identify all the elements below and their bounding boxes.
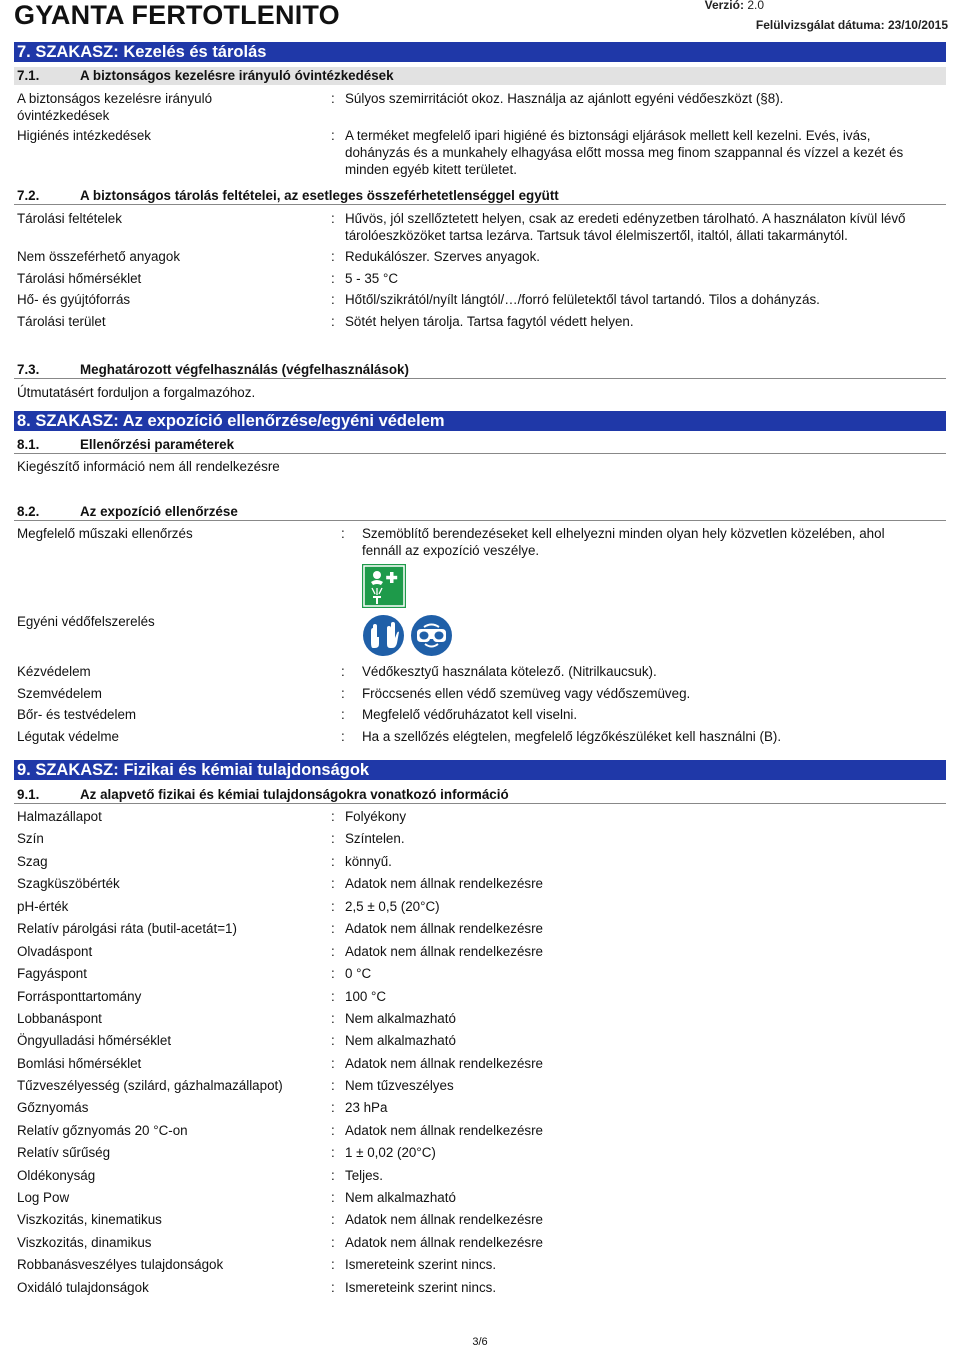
subsection-number: 8.1. xyxy=(17,437,40,452)
row-value-line: A terméket megfelelő ipari higiéné és biztonsági eljárások mellett kell kezelni. Evés, ivás, xyxy=(345,128,871,143)
property-label: Robbanásveszélyes tulajdonságok xyxy=(17,1257,224,1272)
property-label: Relatív párolgási ráta (butil-acetát=1) xyxy=(17,921,237,936)
property-value: Adatok nem állnak rendelkezésre xyxy=(345,876,543,891)
property-label: Relatív gőznyomás 20 °C-on xyxy=(17,1123,188,1138)
property-value: 2,5 ± 0,5 (20°C) xyxy=(345,899,440,914)
property-label: Log Pow xyxy=(17,1190,70,1205)
property-label: Forrásponttartomány xyxy=(17,989,142,1004)
colon-separator: : xyxy=(331,1168,335,1183)
property-value: Ismereteink szerint nincs. xyxy=(345,1257,497,1272)
colon-separator: : xyxy=(331,876,335,891)
property-label: pH-érték xyxy=(17,899,69,914)
row-label: Légutak védelme xyxy=(17,729,119,744)
colon-separator: : xyxy=(331,271,335,286)
subsection-title: Az expozíció ellenőrzése xyxy=(80,504,238,519)
property-label: Szín xyxy=(17,831,44,846)
property-value: Ismereteink szerint nincs. xyxy=(345,1280,497,1295)
property-value: Teljes. xyxy=(345,1168,383,1183)
row-value xyxy=(362,525,937,559)
property-value: Adatok nem állnak rendelkezésre xyxy=(345,1235,543,1250)
property-value: Nem alkalmazható xyxy=(345,1190,456,1205)
row-label: Tárolási hőmérséklet xyxy=(17,271,142,286)
colon-separator: : xyxy=(331,1078,335,1093)
colon-separator: : xyxy=(331,1123,335,1138)
property-value: Nem tűzveszélyes xyxy=(345,1078,454,1093)
colon-separator: : xyxy=(331,831,335,846)
property-value: Adatok nem állnak rendelkezésre xyxy=(345,1123,543,1138)
property-value: 23 hPa xyxy=(345,1100,388,1115)
property-label: Olvadáspont xyxy=(17,944,93,959)
property-label: Halmazállapot xyxy=(17,809,102,824)
colon-separator: : xyxy=(331,1235,335,1250)
colon-separator: : xyxy=(341,729,345,744)
colon-separator: : xyxy=(341,526,345,541)
property-value: 0 °C xyxy=(345,966,372,981)
row-value-line: tárolóeszközöket tartsa lezárva. Tartsuk távol élelmiszertől, italtól, állati takarmánytól. xyxy=(345,228,848,243)
gloves-mandatory-icon xyxy=(361,613,406,661)
row-value: Védőkesztyű használata kötelező. (Nitrilkaucsuk). xyxy=(362,664,657,679)
section-9-title: 9. SZAKASZ: Fizikai és kémiai tulajdonságok xyxy=(14,760,946,780)
property-label: Viszkozitás, dinamikus xyxy=(17,1235,152,1250)
subsection-number: 8.2. xyxy=(17,504,40,519)
property-label: Bomlási hőmérséklet xyxy=(17,1056,142,1071)
row-label: Higiénés intézkedések xyxy=(17,128,151,143)
subsection-9-1-header xyxy=(14,786,946,804)
row-label xyxy=(17,90,307,124)
colon-separator: : xyxy=(341,686,345,701)
colon-separator: : xyxy=(331,211,335,226)
colon-separator: : xyxy=(331,854,335,869)
colon-separator: : xyxy=(331,1011,335,1026)
property-label: Viszkozitás, kinematikus xyxy=(17,1212,162,1227)
row-label: Bőr- és testvédelem xyxy=(17,707,137,722)
revision-label: Felülvizsgálat dátuma: xyxy=(755,18,885,32)
subsection-7-1-header xyxy=(14,67,946,85)
colon-separator: : xyxy=(341,664,345,679)
row-label: Hő- és gyújtóforrás xyxy=(17,292,131,307)
subsection-number: 7.1. xyxy=(17,68,40,83)
subsection-8-1-header xyxy=(14,436,946,454)
revision-value: 23/10/2015 xyxy=(887,18,948,32)
colon-separator: : xyxy=(331,91,335,106)
property-label: Szag xyxy=(17,854,48,869)
row-value: Fröccsenés ellen védő szemüveg vagy védőszemüveg. xyxy=(362,686,691,701)
row-label: Egyéni védőfelszerelés xyxy=(17,614,155,629)
section-8-title: 8. SZAKASZ: Az expozíció ellenőrzése/egyéni védelem xyxy=(14,411,946,431)
colon-separator: : xyxy=(341,707,345,722)
row-value xyxy=(345,210,945,244)
version-label: Verzió: xyxy=(704,0,744,12)
property-label: Oxidáló tulajdonságok xyxy=(17,1280,149,1295)
row-label: Tárolási terület xyxy=(17,314,106,329)
property-label: Tűzveszélyesség (szilárd, gázhalmazállapot) xyxy=(17,1078,283,1093)
control-params-text: Kiegészítő információ nem áll rendelkezésre xyxy=(17,459,280,474)
property-value: Adatok nem állnak rendelkezésre xyxy=(345,1056,543,1071)
property-label: Fagyáspont xyxy=(17,966,87,981)
row-value: Ha a szellőzés elégtelen, megfelelő légzőkészüléket kell használni (B). xyxy=(362,729,782,744)
property-value: Adatok nem állnak rendelkezésre xyxy=(345,944,543,959)
subsection-title: Az alapvető fizikai és kémiai tulajdonságokra vonatkozó információ xyxy=(80,787,509,802)
subsection-title: A biztonságos kezelésre irányuló óvintézkedések xyxy=(80,68,394,83)
version-value: 2.0 xyxy=(747,0,764,12)
subsection-title: Meghatározott végfelhasználás (végfelhasználások) xyxy=(80,362,409,377)
row-label: Kézvédelem xyxy=(17,664,91,679)
colon-separator: : xyxy=(331,944,335,959)
colon-separator: : xyxy=(331,966,335,981)
row-value-line: Szemöblítő berendezéseket kell elhelyezni minden olyan hely közvetlen közelében, ahol xyxy=(362,526,885,541)
eyewash-station-icon xyxy=(362,564,406,611)
colon-separator: : xyxy=(331,1190,335,1205)
property-value: Nem alkalmazható xyxy=(345,1033,456,1048)
colon-separator: : xyxy=(331,1212,335,1227)
document-header xyxy=(14,0,948,40)
row-label: Szemvédelem xyxy=(17,686,102,701)
colon-separator: : xyxy=(331,1280,335,1295)
colon-separator: : xyxy=(331,1033,335,1048)
colon-separator: : xyxy=(331,1257,335,1272)
colon-separator: : xyxy=(331,921,335,936)
subsection-number: 7.3. xyxy=(17,362,40,377)
subsection-7-2-header xyxy=(14,187,946,205)
property-value: könnyű. xyxy=(345,854,392,869)
section-7-title: 7. SZAKASZ: Kezelés és tárolás xyxy=(14,42,946,62)
subsection-title: Ellenőrzési paraméterek xyxy=(80,437,235,452)
property-value: 100 °C xyxy=(345,989,387,1004)
page-number: 3/6 xyxy=(472,1336,488,1348)
revision-info xyxy=(756,18,948,32)
colon-separator: : xyxy=(331,249,335,264)
subsection-title: A biztonságos tárolás feltételei, az esetleges összeférhetetlenséggel együtt xyxy=(80,188,559,203)
row-label: Tárolási feltételek xyxy=(17,211,122,226)
colon-separator: : xyxy=(331,128,335,143)
row-value: Megfelelő védőruházatot kell viselni. xyxy=(362,707,578,722)
row-value: Súlyos szemirritációt okoz. Használja az ajánlott egyéni védőeszközt (§8). xyxy=(345,91,784,106)
colon-separator: : xyxy=(331,899,335,914)
property-label: Oldékonyság xyxy=(17,1168,96,1183)
property-value: Adatok nem állnak rendelkezésre xyxy=(345,921,543,936)
row-value-line: minden egyéb kitett területet. xyxy=(345,162,517,177)
property-value: Folyékony xyxy=(345,809,407,824)
row-value-line: Hűvös, jól szellőztetett helyen, csak az eredeti edényzetben tárolható. A használaton kívül lévő xyxy=(345,211,906,226)
property-label: Relatív sűrűség xyxy=(17,1145,111,1160)
subsection-number: 7.2. xyxy=(17,188,40,203)
row-value-line: dohányzás és a munkahely elhagyása előtt mossa meg finom szappannal és vízzel a kezét és xyxy=(345,145,904,160)
row-value: Redukálószer. Szerves anyagok. xyxy=(345,249,541,264)
row-value-line: fennáll az expozíció veszélye. xyxy=(362,543,540,558)
subsection-8-2-header xyxy=(14,503,946,521)
row-value: Sötét helyen tárolja. Tartsa fagytól védett helyen. xyxy=(345,314,634,329)
colon-separator: : xyxy=(331,809,335,824)
version-info xyxy=(705,0,764,12)
subsection-7-3-header xyxy=(14,361,946,379)
colon-separator: : xyxy=(331,1145,335,1160)
property-value: Színtelen. xyxy=(345,831,405,846)
product-title: GYANTA FERTOTLENITO xyxy=(14,0,340,30)
goggles-mandatory-icon xyxy=(409,613,454,661)
row-label: Megfelelő műszaki ellenőrzés xyxy=(17,526,193,541)
property-value: Adatok nem állnak rendelkezésre xyxy=(345,1212,543,1227)
property-label: Lobbanáspont xyxy=(17,1011,102,1026)
row-value xyxy=(345,127,945,178)
row-label-line: A biztonságos kezelésre irányuló xyxy=(17,91,213,106)
colon-separator: : xyxy=(331,1100,335,1115)
colon-separator: : xyxy=(331,1056,335,1071)
property-value: 1 ± 0,02 (20°C) xyxy=(345,1145,436,1160)
colon-separator: : xyxy=(331,292,335,307)
row-value: Hőtől/szikrától/nyílt lángtól/…/forró felületektől távol tartandó. Tilos a dohányzás. xyxy=(345,292,820,307)
colon-separator: : xyxy=(331,314,335,329)
subsection-number: 9.1. xyxy=(17,787,40,802)
row-label: Nem összeférhető anyagok xyxy=(17,249,181,264)
colon-separator: : xyxy=(331,989,335,1004)
property-label: Öngyulladási hőmérséklet xyxy=(17,1033,172,1048)
property-value: Nem alkalmazható xyxy=(345,1011,456,1026)
row-value: 5 - 35 °C xyxy=(345,271,398,286)
property-label: Szagküszöbérték xyxy=(17,876,120,891)
property-label: Gőznyomás xyxy=(17,1100,89,1115)
end-use-text: Útmutatásért forduljon a forgalmazóhoz. xyxy=(17,385,256,400)
row-label-line: óvintézkedések xyxy=(17,108,110,123)
